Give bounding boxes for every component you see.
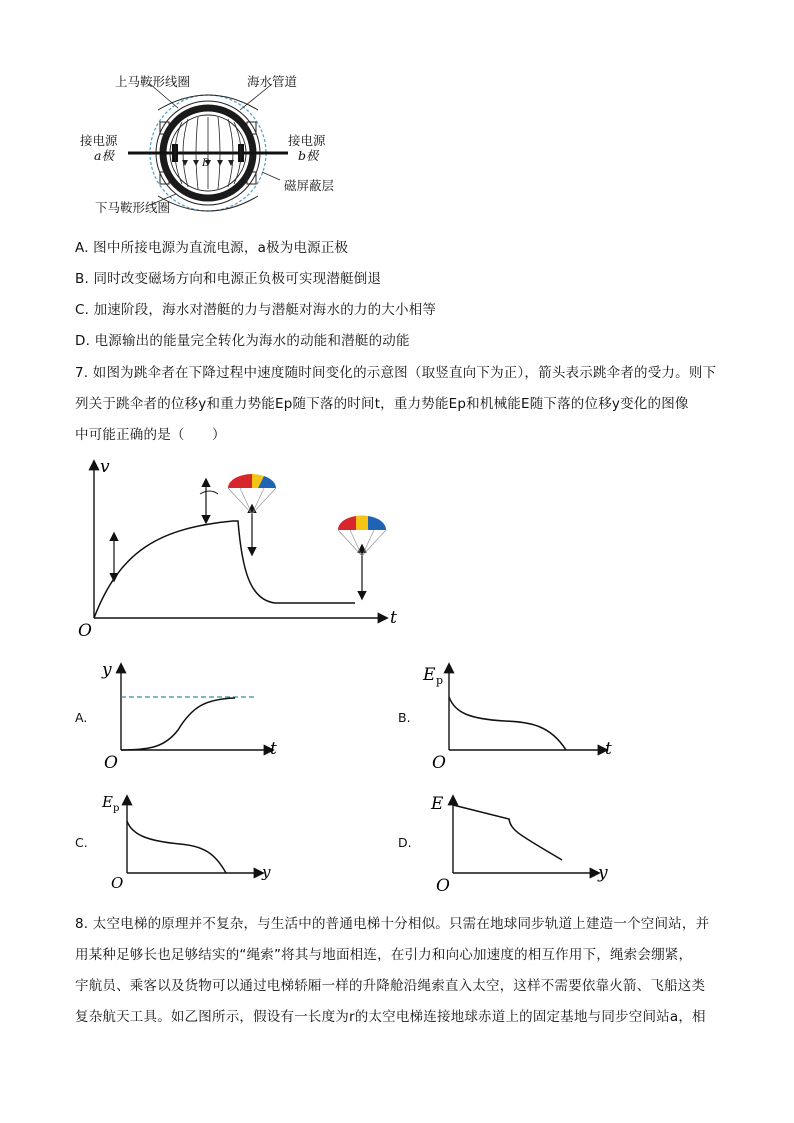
q6-option-b: B. 同时改变磁场方向和电源正负极可实现潜艇倒退 <box>75 271 382 287</box>
option-d-label: D. <box>398 835 412 850</box>
svg-text:E: E <box>102 793 113 811</box>
svg-text:O: O <box>104 753 118 773</box>
q6-option-c: C. 加速阶段，海水对潜艇的力与潜艇对海水的力的大小相等 <box>75 302 437 318</box>
graph-c <box>101 793 271 892</box>
q8-line-3: 宇航员、乘客以及货物可以通过电梯轿厢一样的升降舱沿绳索直入太空，这样不需要依靠火箭、飞船这类 <box>75 978 706 994</box>
left-pole-label: a极 <box>94 148 114 163</box>
velocity-curve <box>94 521 355 618</box>
svg-text:p: p <box>113 803 120 814</box>
origin-label: O <box>78 621 92 641</box>
svg-text:O: O <box>432 753 446 773</box>
field-b-label: B <box>202 158 210 169</box>
q8-line-2: 用某种足够长也足够结实的“绳索”将其与地面相连，在引力和向心加速度的相互作用下，绳索会绷紧， <box>75 947 693 963</box>
svg-text:y: y <box>598 863 608 883</box>
graph-d-curve <box>453 805 562 860</box>
upper-coil-label: 上马鞍形线圈 <box>115 74 191 89</box>
right-pole-label: b极 <box>298 148 319 163</box>
option-graphs <box>0 655 794 895</box>
q6-option-a: A. 图中所接电源为直流电源，a极为电源正极 <box>75 240 349 256</box>
pipe-label: 海水管道 <box>247 74 298 89</box>
t-axis-label: t <box>390 608 397 628</box>
option-a-label: A. <box>75 710 88 725</box>
graph-c-curve <box>127 821 226 873</box>
q7-line-2: 列关于跳伞者的位移y和重力势能Ep随下落的时间t，重力势能Ep和机械能E随下落的位移y变化的图像 <box>75 396 689 412</box>
svg-text:O: O <box>111 874 124 892</box>
svg-text:t: t <box>605 739 612 759</box>
svg-text:t: t <box>270 739 277 759</box>
svg-text:E: E <box>423 665 436 685</box>
left-source-label: 接电源 <box>80 133 118 148</box>
graph-d <box>430 794 608 895</box>
v-axis-label: v <box>100 457 110 477</box>
q7-line-3: 中可能正确的是（ ） <box>75 427 226 443</box>
shield-label: 磁屏蔽层 <box>284 178 335 193</box>
graph-a <box>101 660 277 773</box>
svg-text:y: y <box>102 660 112 680</box>
q8-line-1: 8. 太空电梯的原理并不复杂，与生活中的普通电梯十分相似。只需在地球同步轨道上建造一个空间站，并 <box>75 916 710 932</box>
svg-text:y: y <box>262 863 271 881</box>
option-b-label: B. <box>398 710 411 725</box>
thruster-figure <box>0 0 794 230</box>
right-source-label: 接电源 <box>288 133 326 148</box>
svg-text:O: O <box>436 876 450 895</box>
q7-line-1: 7. 如图为跳伞者在下降过程中速度随时间变化的示意图（取竖直向下为正），箭头表示跳伞者的受力。则下 <box>75 365 717 381</box>
velocity-time-graph <box>0 450 794 660</box>
graph-a-curve <box>121 698 235 750</box>
q6-option-d: D. 电源输出的能量完全转化为海水的动能和潜艇的动能 <box>75 333 410 349</box>
svg-text:p: p <box>436 674 444 687</box>
lower-coil-label: 下马鞍形线圈 <box>95 200 171 215</box>
option-c-label: C. <box>75 835 88 850</box>
q8-line-4: 复杂航天工具。如乙图所示，假设有一长度为r的太空电梯连接地球赤道上的固定基地与同步空间站a，相 <box>75 1009 706 1025</box>
graph-b-curve <box>449 697 566 750</box>
graph-b <box>422 665 612 773</box>
svg-text:E: E <box>431 794 444 814</box>
